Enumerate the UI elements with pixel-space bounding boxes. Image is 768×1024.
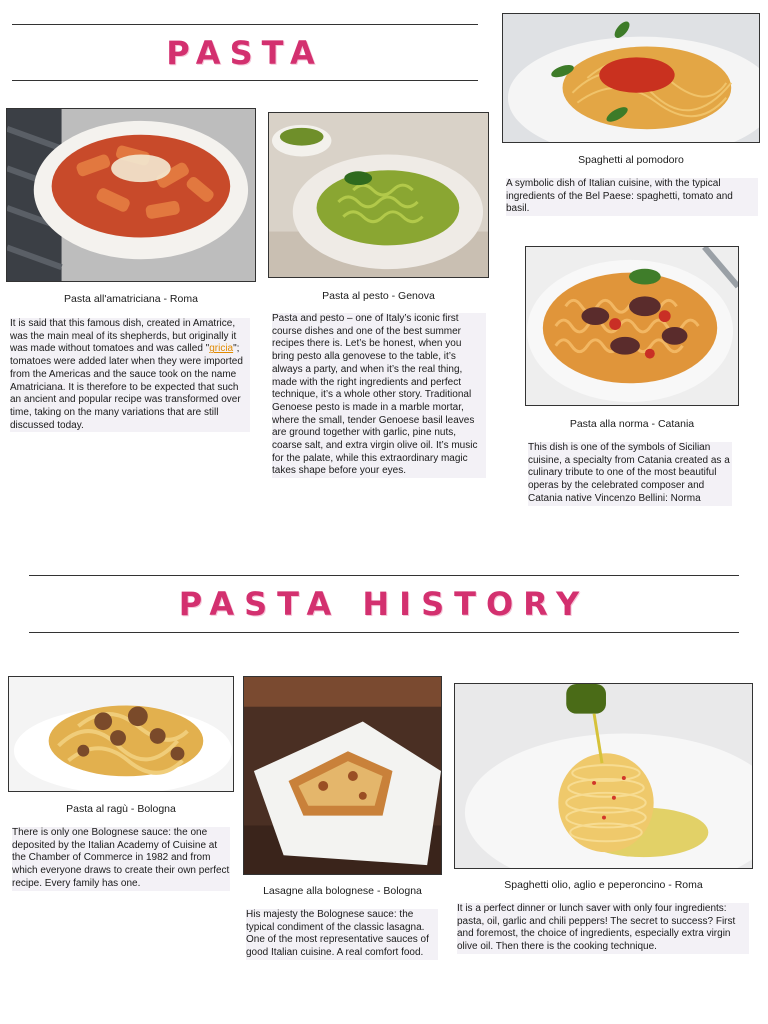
lasagne-photo [243,676,442,875]
amatriciana-description [10,318,250,432]
ragu-description: There is only one Bolognese sauce: the one deposited by the Italian Academy of Cuisine at the Chamber of Commerce in 1982 and from which everyone draws to create their own perfect recipe. Every family has one. [12,827,230,889]
norma-description: This dish is one of the symbols of Sicilian cuisine, a specialty from Catania created as a culinary tribute to one of the most beautiful operas by the celebrated composer and Catania native Vincenzo Bellini: Norma [528,442,732,506]
pesto-description: Pasta and pesto – one of Italy’s iconic first course dishes and one of the best summer recipes there is. Let’s be honest, when you bring pesto alla genovese to the table, it’s always a party, and when it’s the real thing, made with the right ingredients and perfect technique, it’s a whole other story. Traditional Genoese pesto is made in a marble mortar, where the small, tender Genoese basil leaves are ground together with garlic, pine nuts, coarse salt, and extra virgin olive oil. It’s music for the palate, while this extraordinary magic takes shape before your eyes. [272,313,486,478]
section-title-pasta-history: PASTA HISTORY [178,585,590,623]
ragu-photo [8,676,234,792]
amatriciana-desc-part2: "; tomatoes were added later when they were imported from the Americas and the sauce took on the name Amatriciana. It is therefore to be expected that such an ancient and popular recipe was transformed over time, taking on the many variations that are still discussed today. [10,343,243,431]
pomodoro-description: A symbolic dish of Italian cuisine, with the typical ingredients of the Bel Paese: spaghetti, tomato and basil. [506,178,758,216]
lasagne-description: His majesty the Bolognese sauce: the typical condiment of the classic lasagna. One of the most representative sauces of good Italian cuisine. A real comfort food. [246,909,438,960]
norma-caption: Pasta alla norma - Catania [569,418,695,430]
aglio-olio-photo [454,683,753,869]
gricia-link[interactable]: gricia [209,343,234,355]
amatriciana-photo [6,108,256,282]
amatriciana-caption: Pasta all'amatriciana - Roma [64,293,198,305]
lasagne-caption: Lasagne alla bolognese - Bologna [263,885,422,897]
aglio-olio-description: It is a perfect dinner or lunch saver with only four ingredients: pasta, oil, garlic and chili peppers! The secret to success? First and foremost, the choice of ingredients, especially extra virgin olive oil. Then there is the cooking technique. [457,903,749,954]
top-rule-upper [12,24,478,25]
ragu-caption: Pasta al ragù - Bologna [66,803,176,815]
norma-photo [525,246,739,406]
top-rule-lower [12,80,478,81]
pesto-photo [268,112,489,278]
pomodoro-photo [502,13,760,143]
aglio-olio-caption: Spaghetti olio, aglio e peperoncino - Roma [504,879,703,891]
pesto-caption: Pasta al pesto - Genova [322,290,435,302]
amatriciana-desc-part1: It is said that this famous dish, created in Amatrice, was the main meal of its shepherds, but originally it was made without tomatoes and was called " [10,318,237,355]
section-title-pasta: PASTA [166,34,324,72]
pomodoro-caption: Spaghetti al pomodoro [578,154,684,166]
history-rule-lower [29,632,739,633]
history-rule-upper [29,575,739,576]
